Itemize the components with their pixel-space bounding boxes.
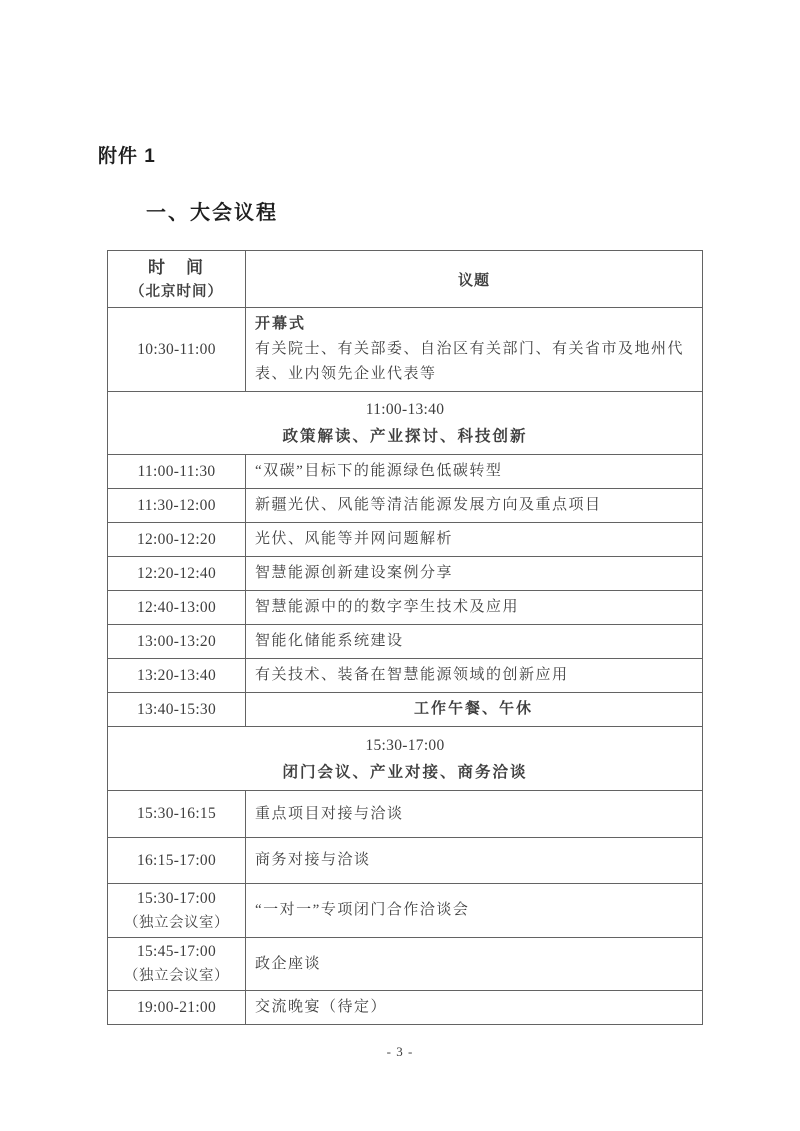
agenda-row-lunch [108, 693, 703, 727]
time-cell [108, 938, 246, 991]
time-cell: 15:30-16:15 [108, 791, 246, 838]
section-time: 11:00-13:40 [365, 401, 445, 418]
topic-cell: 有关技术、装备在智慧能源领域的创新应用 [246, 659, 703, 693]
time-cell: 13:20-13:40 [108, 659, 246, 693]
agenda-section-row [108, 727, 703, 791]
time-cell: 13:40-15:30 [108, 693, 246, 727]
agenda-row [108, 659, 703, 693]
agenda-row [108, 455, 703, 489]
time-cell: 11:00-11:30 [108, 455, 246, 489]
topic-cell: 智能化储能系统建设 [246, 625, 703, 659]
time-range: 15:30-17:00 [136, 889, 217, 907]
topic-title: 开幕式 [255, 316, 307, 332]
attachment-label: 附件 1 [98, 146, 156, 167]
agenda-section-row [108, 392, 703, 455]
agenda-row [108, 625, 703, 659]
topic-cell: 工作午餐、午休 [246, 693, 703, 727]
time-cell: 12:40-13:00 [108, 591, 246, 625]
topic-cell: 光伏、风能等并网问题解析 [246, 523, 703, 557]
section-cell [108, 727, 703, 791]
section-title-line: 闭门会议、产业对接、商务洽谈 [282, 763, 528, 781]
topic-cell: “一对一”专项闭门合作洽谈会 [246, 884, 703, 938]
time-cell: 19:00-21:00 [108, 991, 246, 1025]
agenda-row [108, 838, 703, 884]
topic-column-header: 议题 [246, 251, 703, 308]
agenda-row [108, 557, 703, 591]
time-header-note: （北京时间） [130, 284, 223, 300]
time-header-label: 时 间 [148, 258, 205, 277]
time-cell: 16:15-17:00 [108, 838, 246, 884]
topic-cell: 智慧能源创新建设案例分享 [246, 557, 703, 591]
topic-cell: 商务对接与洽谈 [246, 838, 703, 884]
agenda-row [108, 884, 703, 938]
agenda-row [108, 938, 703, 991]
agenda-row [108, 991, 703, 1025]
page-number: - 3 - [386, 1044, 414, 1059]
topic-cell: 智慧能源中的的数字孪生技术及应用 [246, 591, 703, 625]
time-cell: 11:30-12:00 [108, 489, 246, 523]
time-column-header [108, 251, 246, 308]
time-room-note: （独立会议室） [124, 968, 229, 984]
time-cell: 10:30-11:00 [108, 308, 246, 392]
topic-cell: 重点项目对接与洽谈 [246, 791, 703, 838]
topic-cell: 政企座谈 [246, 938, 703, 991]
topic-body: 有关院士、有关部委、自治区有关部门、有关省市及地州代表、业内领先企业代表等 [255, 341, 685, 382]
agenda-row [108, 523, 703, 557]
topic-cell [246, 308, 703, 392]
time-room-note: （独立会议室） [124, 914, 229, 931]
topic-cell: 交流晚宴（待定） [246, 991, 703, 1025]
agenda-row [108, 489, 703, 523]
time-cell: 12:00-12:20 [108, 523, 246, 557]
section-title-line: 政策解读、产业探讨、科技创新 [282, 428, 528, 445]
time-cell: 13:00-13:20 [108, 625, 246, 659]
topic-cell: “双碳”目标下的能源绿色低碳转型 [246, 455, 703, 489]
agenda-row-opening [108, 308, 703, 392]
agenda-row [108, 591, 703, 625]
section-cell [108, 392, 703, 455]
topic-cell: 新疆光伏、风能等清洁能源发展方向及重点项目 [246, 489, 703, 523]
page-title: 一、大会议程 [146, 202, 278, 224]
section-time: 15:30-17:00 [365, 736, 445, 754]
time-range: 15:45-17:00 [136, 943, 217, 960]
agenda-row [108, 791, 703, 838]
time-cell: 12:20-12:40 [108, 557, 246, 591]
agenda-table [107, 250, 703, 1025]
time-cell [108, 884, 246, 938]
table-header-row [108, 251, 703, 308]
